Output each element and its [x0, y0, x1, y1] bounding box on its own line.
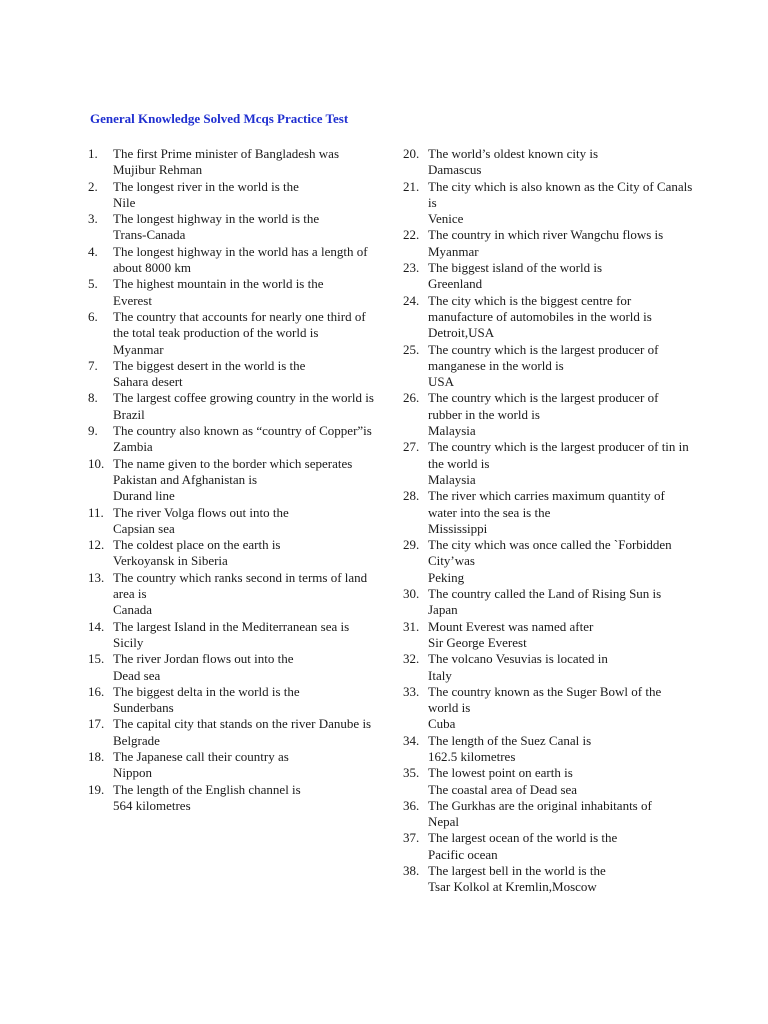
question-answer: Detroit,USA: [428, 325, 495, 341]
question-number: 30.: [403, 586, 420, 602]
question-answer: Trans-Canada: [113, 227, 186, 243]
question-number: 13.: [88, 569, 105, 585]
question-answer: Cuba: [428, 716, 456, 732]
question-item: [403, 586, 693, 619]
question-answer: Italy: [428, 667, 452, 683]
question-text: The Japanese call their country as: [113, 748, 289, 764]
question-text: The biggest desert in the world is the: [113, 357, 306, 373]
question-text: The country known as the Suger Bowl of the world is: [428, 683, 662, 716]
question-number: 18.: [88, 748, 105, 764]
question-number: 26.: [403, 390, 420, 406]
question-answer: Damascus: [428, 162, 482, 178]
question-number: 10.: [88, 455, 105, 471]
question-answer: Japan: [428, 602, 458, 618]
question-item: [403, 684, 693, 733]
question-text: The country also known as “country of Copper”is: [113, 423, 372, 439]
question-number: 11.: [88, 504, 104, 520]
question-text: The name given to the border which seperates Pakistan and Afghanistan is: [113, 455, 353, 487]
question-text: The first Prime minister of Bangladesh was: [113, 146, 340, 161]
question-answer: Nippon: [113, 765, 152, 781]
question-item: [403, 488, 693, 537]
question-answer: Nepal: [428, 814, 460, 830]
question-item: [403, 146, 693, 179]
question-text: The biggest delta in the world is the: [113, 683, 300, 699]
question-number: 6.: [88, 308, 98, 324]
question-item: [403, 342, 693, 391]
question-number: 25.: [403, 341, 420, 357]
question-answer: Nile: [113, 194, 136, 210]
question-answer: Sunderbans: [113, 700, 174, 716]
question-item: [403, 439, 693, 488]
question-list-right: [403, 146, 693, 896]
question-item: [403, 733, 693, 766]
question-text: The highest mountain in the world is the: [113, 276, 324, 292]
question-answer: Belgrade: [113, 732, 160, 748]
question-number: 5.: [88, 276, 98, 292]
question-text: The world’s oldest known city is: [428, 146, 599, 161]
question-answer: Sir George Everest: [428, 634, 527, 650]
question-answer: USA: [428, 374, 455, 390]
question-item: [403, 390, 693, 439]
question-text: The coldest place on the earth is: [113, 537, 281, 553]
question-item: [88, 749, 378, 782]
question-list-left: [88, 146, 378, 814]
question-item: [403, 227, 693, 260]
question-item: [403, 260, 693, 293]
question-number: 17.: [88, 716, 105, 732]
question-item: [88, 244, 378, 277]
question-answer: The coastal area of Dead sea: [428, 781, 578, 797]
question-text: The country which is the largest producer of rubber in the world is: [428, 390, 659, 422]
question-text: The volcano Vesuvias is located in: [428, 651, 608, 667]
question-item: [88, 782, 378, 815]
question-number: 8.: [88, 390, 98, 406]
question-text: The country that accounts for nearly one third of the total teak production of the world is: [113, 308, 366, 341]
question-text: The biggest island of the world is: [428, 260, 603, 276]
question-item: [88, 684, 378, 717]
question-number: 31.: [403, 618, 420, 634]
question-item: [88, 211, 378, 244]
question-number: 34.: [403, 732, 420, 748]
question-item: [403, 798, 693, 831]
question-item: [88, 456, 378, 505]
question-item: [88, 619, 378, 652]
question-answer: Capsian sea: [113, 520, 175, 536]
question-text: The country which is the largest producer of tin in the world is: [428, 439, 689, 471]
question-item: [88, 537, 378, 570]
question-number: 21.: [403, 178, 420, 194]
question-number: 23.: [403, 260, 420, 276]
question-answer: Pacific ocean: [428, 846, 498, 862]
question-text: The capital city that stands on the river Danube is: [113, 716, 372, 732]
question-answer: Brazil: [113, 406, 145, 422]
question-text: The length of the English channel is: [113, 781, 301, 797]
question-text: The country called the Land of Rising Sun is: [428, 586, 662, 602]
question-number: 7.: [88, 357, 98, 373]
question-number: 32.: [403, 651, 420, 667]
question-number: 29.: [403, 537, 420, 553]
question-number: 38.: [403, 863, 420, 879]
question-number: 14.: [88, 618, 105, 634]
question-number: 36.: [403, 797, 420, 813]
question-number: 9.: [88, 423, 98, 439]
question-text: The country in which river Wangchu flows is: [428, 227, 664, 243]
question-item: [88, 570, 378, 619]
question-item: [403, 830, 693, 863]
question-item: [88, 309, 378, 358]
page-title: General Knowledge Solved Mcqs Practice Test: [90, 111, 349, 126]
question-answer: Verkoyansk in Siberia: [113, 553, 228, 569]
question-number: 37.: [403, 830, 420, 846]
question-item: [403, 293, 693, 342]
question-text: The lowest point on earth is: [428, 765, 573, 781]
question-item: [403, 863, 693, 896]
question-answer: Canada: [113, 602, 152, 618]
question-answer: Sicily: [113, 634, 144, 650]
question-item: [88, 146, 378, 179]
question-text: The largest bell in the world is the: [428, 863, 606, 879]
question-text: The city which was once called the `Forbidden City’was: [428, 537, 672, 569]
question-number: 22.: [403, 227, 420, 243]
question-answer: Everest: [113, 292, 152, 308]
question-item: [88, 651, 378, 684]
question-number: 33.: [403, 683, 420, 699]
question-number: 16.: [88, 683, 105, 699]
question-item: [403, 537, 693, 586]
question-item: [403, 765, 693, 798]
question-answer: Myanmar: [113, 341, 164, 357]
question-answer: Mississippi: [428, 520, 488, 536]
question-number: 2.: [88, 178, 98, 194]
question-text: The city which is the biggest centre for manufacture of automobiles in the world is: [428, 292, 652, 324]
question-text: The country which ranks second in terms of land area is: [113, 569, 368, 602]
question-number: 35.: [403, 765, 420, 781]
question-item: [403, 651, 693, 684]
question-answer: Malaysia: [428, 423, 476, 439]
question-text: The river which carries maximum quantity of water into the sea is the: [428, 488, 665, 520]
question-item: [403, 179, 693, 228]
question-text: The longest highway in the world has a length of: [113, 243, 368, 259]
question-text: The Gurkhas are the original inhabitants of: [428, 797, 652, 813]
question-text: The city which is also known as the City of Canals is: [428, 178, 693, 210]
question-answer: about 8000 km: [113, 260, 191, 276]
question-answer: 162.5 kilometres: [428, 748, 516, 764]
question-number: 4.: [88, 243, 98, 259]
question-number: 12.: [88, 537, 105, 553]
question-answer: Myanmar: [428, 243, 479, 259]
question-number: 3.: [88, 211, 98, 227]
question-answer: Mujibur Rehman: [113, 162, 203, 178]
question-item: [88, 358, 378, 391]
question-item: [88, 276, 378, 309]
question-text: The longest highway in the world is the: [113, 211, 320, 227]
question-text: The length of the Suez Canal is: [428, 732, 592, 748]
question-text: Mount Everest was named after: [428, 618, 594, 634]
question-number: 27.: [403, 439, 420, 455]
question-answer: Malaysia: [428, 471, 476, 487]
question-answer: Greenland: [428, 276, 483, 292]
question-answer: Venice: [428, 211, 464, 227]
question-item: [403, 619, 693, 652]
question-item: [88, 423, 378, 456]
question-text: The country which is the largest producer of manganese in the world is: [428, 341, 659, 373]
question-item: [88, 179, 378, 212]
question-item: [88, 390, 378, 423]
question-text: The largest coffee growing country in the world is: [113, 390, 374, 406]
question-text: The largest ocean of the world is the: [428, 830, 618, 846]
question-text: The river Volga flows out into the: [113, 504, 289, 520]
question-text: The river Jordan flows out into the: [113, 651, 294, 667]
question-item: [88, 505, 378, 538]
question-number: 15.: [88, 651, 105, 667]
question-answer: Sahara desert: [113, 374, 183, 390]
question-answer: Durand line: [113, 488, 175, 504]
question-answer: Dead sea: [113, 667, 161, 683]
question-number: 20.: [403, 146, 420, 161]
question-item: [88, 716, 378, 749]
question-number: 28.: [403, 488, 420, 504]
question-number: 19.: [88, 781, 105, 797]
question-text: The largest Island in the Mediterranean sea is: [113, 618, 350, 634]
question-answer: Tsar Kolkol at Kremlin,Moscow: [428, 879, 597, 895]
question-text: The longest river in the world is the: [113, 178, 299, 194]
question-answer: Zambia: [113, 439, 153, 455]
question-number: 24.: [403, 292, 420, 308]
question-number: 1.: [88, 146, 98, 161]
question-answer: 564 kilometres: [113, 797, 191, 813]
question-answer: Peking: [428, 569, 465, 585]
